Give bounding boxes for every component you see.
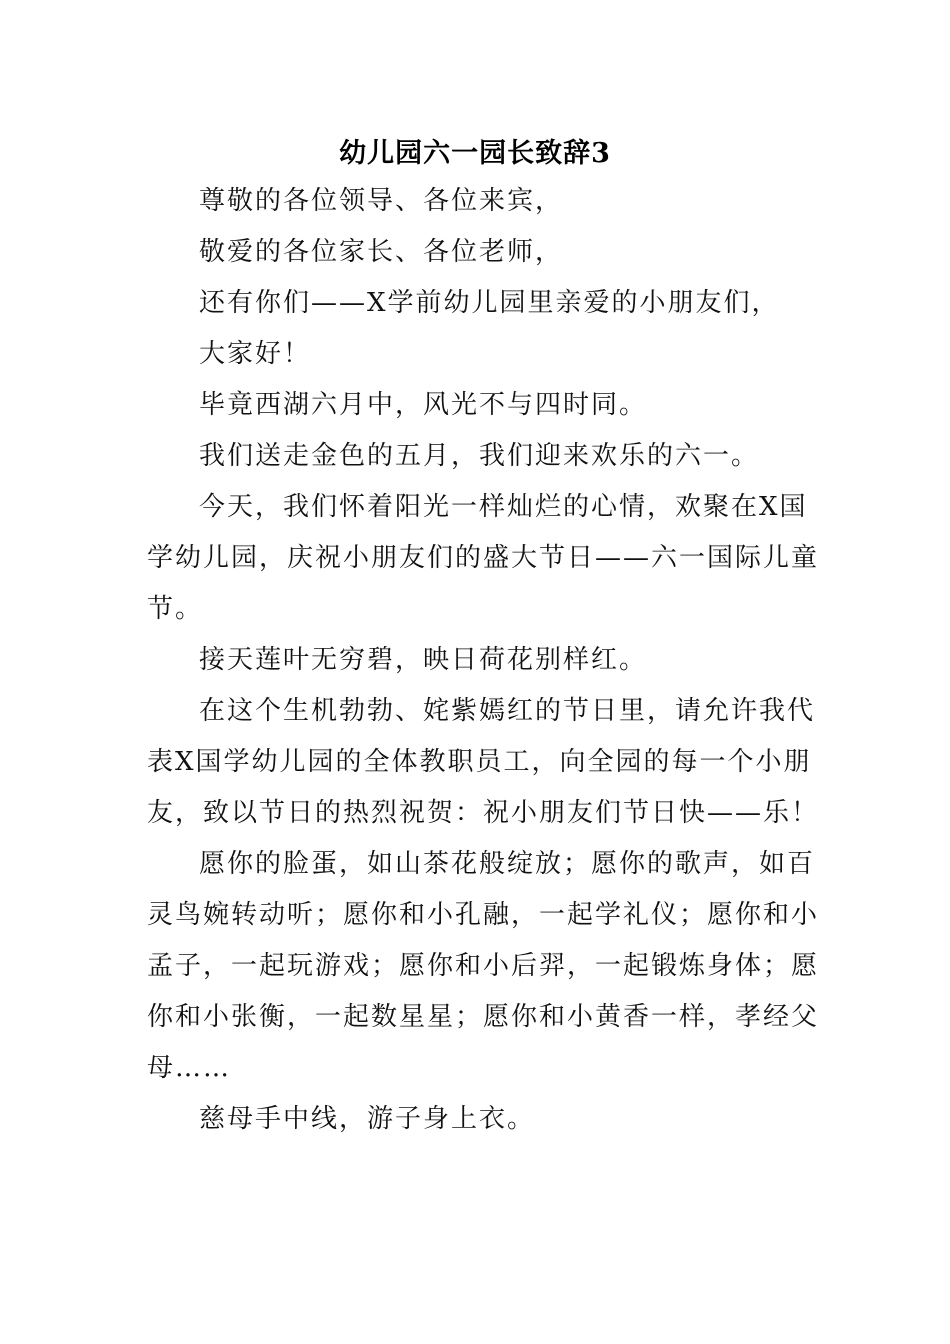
paragraph: 我们送走金色的五月，我们迎来欢乐的六一。 (199, 441, 760, 471)
paragraph: 大家好！ (199, 339, 312, 369)
paragraph: 愿你的脸蛋，如山茶花般绽放；愿你的歌声，如百灵鸟婉转动听；愿你和小孔融，一起学礼仪；愿你和小孟子，一起玩游戏；愿你和小后羿，一起锻炼身体；愿你和小张衡，一起数星星；愿你和小黄香一样，孝经父母…… (147, 849, 820, 1083)
document-body (147, 176, 827, 1145)
paragraph: 尊敬的各位领导、各位来宾， (199, 186, 564, 216)
paragraph: 今天，我们怀着阳光一样灿烂的心情，欢聚在X国学幼儿园，庆祝小朋友们的盛大节日——六一国际儿童节。 (147, 492, 820, 624)
paragraph: 接天莲叶无穷碧，映日荷花别样红。 (199, 645, 648, 675)
paragraph: 敬爱的各位家长、各位老师， (199, 237, 564, 267)
paragraph: 毕竟西湖六月中，风光不与四时同。 (199, 390, 648, 420)
paragraph: 慈母手中线，游子身上衣。 (199, 1104, 536, 1134)
paragraph: 在这个生机勃勃、姹紫嫣红的节日里，请允许我代表X国学幼儿园的全体教职员工，向全园的每一个小朋友，致以节日的热烈祝贺：祝小朋友们节日快——乐！ (147, 696, 820, 828)
document-title: 幼儿园六一园长致辞3 (339, 138, 611, 169)
paragraph: 还有你们——X学前幼儿园里亲爱的小朋友们， (199, 288, 780, 318)
